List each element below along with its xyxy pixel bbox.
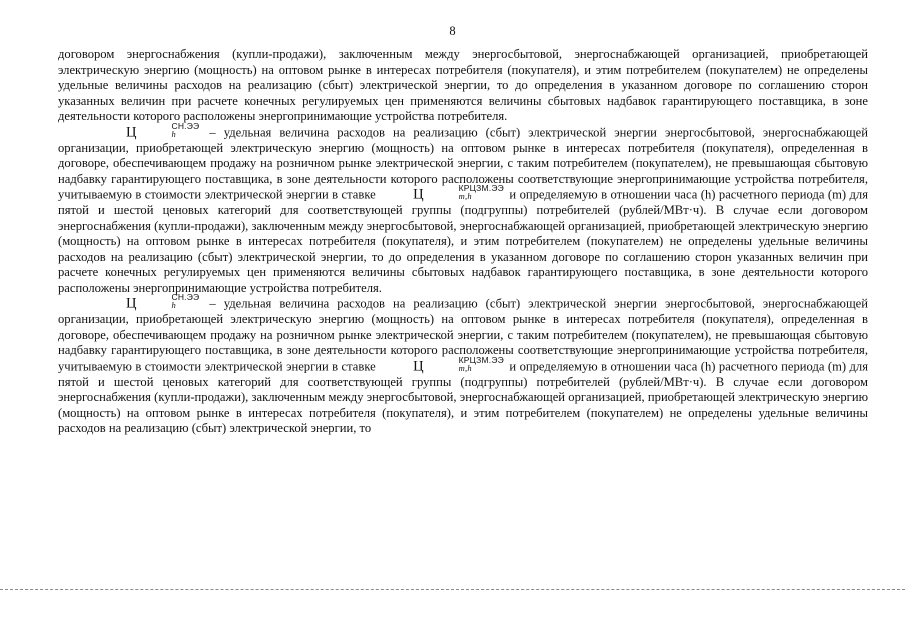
- rate-symbol-superscript: КРЦЗМ.ЭЭ: [458, 183, 504, 193]
- formula-symbol-letter: Ц: [126, 123, 137, 140]
- formula-symbol-subscript: h: [171, 300, 176, 310]
- paragraph-text-part-1: – удельная величина расходов на реализацию (сбыт) электрической энергии энергосбытовой, энергоснабжающей организации, приобретающей электрическую энергию (мощность) на оптовом рынке в интересах потребителя (покупателя), определенная в договоре, обеспечивающем продажу на розничном рынке электрической энергии, с таким потребителем (покупателем), не превышающая сбытовую надбавку гарантирующего поставщика, в зоне деятельности которого расположены соответствующие энергопринимающие устройства потребителя, учитываемую в стоимости электрической энергии в ставке: [58, 296, 868, 373]
- rate-symbol-letter: Ц: [413, 357, 424, 374]
- rate-symbol-subscript: m,h: [458, 191, 472, 201]
- rate-symbol: [379, 183, 504, 203]
- formula-symbol-scripts: [137, 293, 199, 309]
- formula-symbol: [92, 292, 200, 312]
- formula-symbol: [92, 120, 200, 141]
- rate-symbol: [379, 354, 504, 375]
- paragraph-text: договором энергоснабжения (купли-продажи), заключенным между энергосбытовой, энергоснабжающей организацией, приобретающей электрическую энергию (мощность) на оптовом рынке в интересах потребителя (покупателя), и этим потребителем (покупателем) не определены удельные величины расходов на реализацию (сбыт) электрической энергии, то до определения в указанном договоре по соглашению сторон указанных величин при расчете конечных регулируемых цен применяются величины сбытовых надбавок гарантирующего поставщика, в зоне деятельности которого расположены энергопринимающие устройства потребителя.: [58, 47, 868, 123]
- document-body: [58, 47, 868, 437]
- rate-symbol-letter: Ц: [413, 186, 424, 203]
- formula-symbol-subscript: h: [171, 128, 176, 139]
- paragraph-text-part-2: и определяемую в отношении часа (h) расчетного периода (m) для пятой и шестой ценовых категорий для соответствующей группы (подгруппы) потребителей (рублей/МВт·ч). В случае если договором энергоснабжения (купли-продажи), заключенным между энергосбытовой, энергоснабжающей организацией, приобретающей электрическую энергию (мощность) на оптовом рынке в интересах потребителя (покупателя), и этим потребителем (покупателем) не определены удельные величины расходов на реализацию (сбыт) электрической энергии, то до определения в указанном договоре по соглашению сторон указанных величин при расчете конечных регулируемых цен применяются величины сбытовых надбавок гарантирующего поставщика, в зоне деятельности которого расположены энергопринимающие устройства потребителя.: [58, 187, 868, 295]
- paragraph-text-part-2: и определяемую в отношении часа (h) расчетного периода (m) для пятой и шестой ценовых категорий для соответствующей группы (подгруппы) потребителей (рублей/МВт·ч). В случае если договором энергоснабжения (купли-продажи), заключенным между энергосбытовой, энергоснабжающей организацией, приобретающей электрическую энергию (мощность) на оптовом рынке в интересах потребителя (покупателя), и этим потребителем (покупателем) не определены удельные величины расходов на реализацию (сбыт) электрической энергии, то: [58, 358, 868, 435]
- formula-symbol-letter: Ц: [126, 295, 137, 312]
- rate-symbol-scripts: [425, 356, 504, 372]
- rate-symbol-superscript: КРЦЗМ.ЭЭ: [458, 354, 504, 365]
- paragraph-text-part-1: – удельная величина расходов на реализацию (сбыт) электрической энергии энергосбытовой, энергоснабжающей организации, приобретающей электрическую энергию (мощность) на оптовом рынке в интересах потребителя (покупателя), определенная в договоре, обеспечивающем продажу на розничном рынке электрической энергии, с таким потребителем (покупателем), не превышающая сбытовую надбавку гарантирующего поставщика, в зоне деятельности которого расположены соответствующие энергопринимающие устройства потребителя, учитываемую в стоимости электрической энергии в ставке: [58, 124, 868, 202]
- paragraph-definition: [58, 292, 868, 437]
- page-number: 8: [449, 24, 456, 38]
- formula-symbol-scripts: [137, 122, 199, 138]
- paragraph-definition: [58, 120, 868, 297]
- page-cut-line: [0, 589, 905, 590]
- formula-symbol-superscript: СН.ЭЭ: [171, 292, 200, 302]
- formula-symbol-superscript: СН.ЭЭ: [171, 120, 200, 131]
- paragraph-continuation: [58, 47, 868, 125]
- rate-symbol-scripts: [425, 184, 504, 200]
- rate-symbol-subscript: m,h: [458, 362, 472, 373]
